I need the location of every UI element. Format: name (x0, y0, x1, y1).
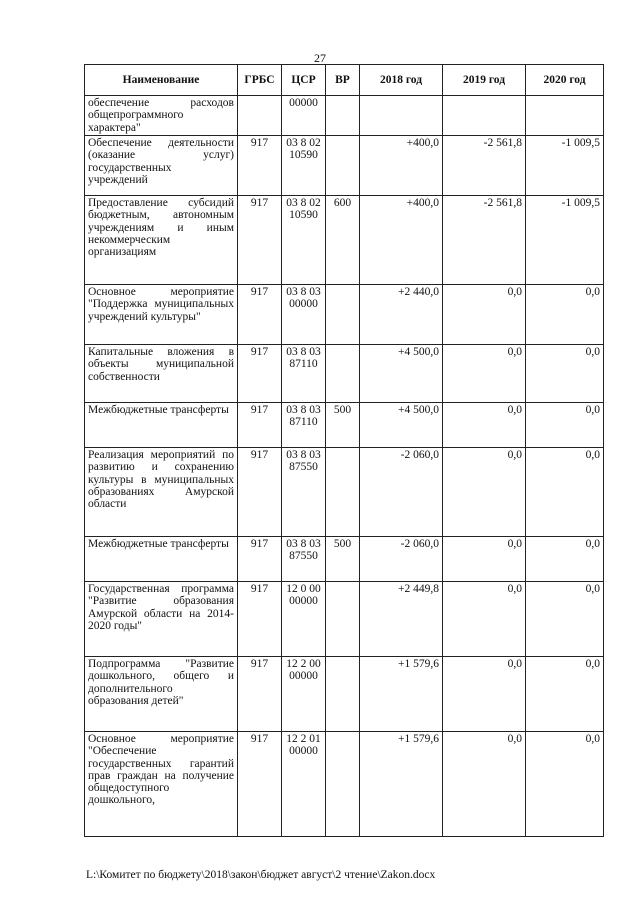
row-2020: 0,0 (526, 657, 604, 732)
row-2018: -2 060,0 (360, 537, 443, 582)
row-2019: 0,0 (443, 403, 526, 448)
row-2020: -1 009,5 (526, 136, 604, 196)
row-name: Капитальные вложения в объекты муниципальной собственности (85, 345, 238, 403)
table-row (85, 136, 604, 196)
row-grbs: 917 (238, 196, 282, 285)
table-row (85, 657, 604, 732)
row-2019: 0,0 (443, 582, 526, 657)
row-csr: 12 2 01 00000 (282, 732, 326, 837)
row-csr: 03 8 02 10590 (282, 196, 326, 285)
row-grbs: 917 (238, 345, 282, 403)
row-2019: 0,0 (443, 345, 526, 403)
row-csr: 12 0 00 00000 (282, 582, 326, 657)
row-vr: 600 (326, 196, 360, 285)
row-2020: 0,0 (526, 403, 604, 448)
row-2020: 0,0 (526, 732, 604, 837)
row-vr (326, 345, 360, 403)
row-vr (326, 448, 360, 537)
row-grbs: 917 (238, 537, 282, 582)
table-header-row (85, 65, 604, 96)
row-2018: +4 500,0 (360, 403, 443, 448)
row-name: обеспечение расходов общепрограммного характера" (85, 96, 238, 136)
header-csr: ЦСР (282, 65, 326, 96)
row-vr: 500 (326, 537, 360, 582)
table-row (85, 345, 604, 403)
table-row (85, 732, 604, 837)
row-2020: 0,0 (526, 537, 604, 582)
row-name: Межбюджетные трансферты (85, 537, 238, 582)
row-vr (326, 285, 360, 345)
row-grbs (238, 96, 282, 136)
row-name: Подпрограмма "Развитие дошкольного, общего и дополнительного образования детей" (85, 657, 238, 732)
row-vr (326, 732, 360, 837)
row-csr: 03 8 03 87110 (282, 403, 326, 448)
row-csr: 12 2 00 00000 (282, 657, 326, 732)
row-2018: +4 500,0 (360, 345, 443, 403)
row-grbs: 917 (238, 582, 282, 657)
budget-table (84, 64, 604, 837)
row-2018 (360, 96, 443, 136)
row-csr: 03 8 02 10590 (282, 136, 326, 196)
header-vr: ВР (326, 65, 360, 96)
header-2019: 2019 год (443, 65, 526, 96)
row-2018: +1 579,6 (360, 732, 443, 837)
header-name: Наименование (85, 65, 238, 96)
row-name: Предоставление субсидий бюджетным, автономным учреждениям и иным некоммерческим организациям (85, 196, 238, 285)
table-row (85, 285, 604, 345)
row-csr: 03 8 03 87550 (282, 537, 326, 582)
row-vr (326, 657, 360, 732)
row-grbs: 917 (238, 403, 282, 448)
row-2018: +2 449,8 (360, 582, 443, 657)
table-row (85, 537, 604, 582)
row-2018: -2 060,0 (360, 448, 443, 537)
row-grbs: 917 (238, 448, 282, 537)
table-row (85, 582, 604, 657)
table-row (85, 196, 604, 285)
row-2020 (526, 96, 604, 136)
row-2018: +400,0 (360, 136, 443, 196)
row-2019: -2 561,8 (443, 196, 526, 285)
row-2019: 0,0 (443, 537, 526, 582)
row-grbs: 917 (238, 136, 282, 196)
row-2020: 0,0 (526, 285, 604, 345)
row-name: Обеспечение деятельности (оказание услуг) государственных учреждений (85, 136, 238, 196)
row-grbs: 917 (238, 285, 282, 345)
table-row (85, 96, 604, 136)
row-2020: -1 009,5 (526, 196, 604, 285)
row-2019 (443, 96, 526, 136)
header-2018: 2018 год (360, 65, 443, 96)
row-2018: +400,0 (360, 196, 443, 285)
row-2020: 0,0 (526, 582, 604, 657)
row-2019: 0,0 (443, 285, 526, 345)
row-2019: 0,0 (443, 657, 526, 732)
header-2020: 2020 год (526, 65, 604, 96)
row-name: Основное мероприятие "Обеспечение государственных гарантий прав граждан на получение общедоступного дошкольного, (85, 732, 238, 837)
row-vr (326, 582, 360, 657)
row-vr: 500 (326, 403, 360, 448)
row-name: Межбюджетные трансферты (85, 403, 238, 448)
row-name: Реализация мероприятий по развитию и сохранению культуры в муниципальных образованиях Амурской области (85, 448, 238, 537)
row-2018: +2 440,0 (360, 285, 443, 345)
row-2020: 0,0 (526, 448, 604, 537)
row-2018: +1 579,6 (360, 657, 443, 732)
header-grbs: ГРБС (238, 65, 282, 96)
row-csr: 03 8 03 00000 (282, 285, 326, 345)
row-vr (326, 136, 360, 196)
row-name: Государственная программа "Развитие образования Амурской области на 2014-2020 годы" (85, 582, 238, 657)
row-grbs: 917 (238, 657, 282, 732)
row-csr: 00000 (282, 96, 326, 136)
table-row (85, 403, 604, 448)
footer-file-path: L:\Комитет по бюджету\2018\закон\бюджет август\2 чтение\Zakon.docx (86, 869, 436, 881)
row-name: Основное мероприятие "Поддержка муниципальных учреждений культуры" (85, 285, 238, 345)
row-2019: 0,0 (443, 732, 526, 837)
page-number: 27 (314, 51, 326, 65)
table-row (85, 448, 604, 537)
row-vr (326, 96, 360, 136)
row-2020: 0,0 (526, 345, 604, 403)
row-2019: 0,0 (443, 448, 526, 537)
row-2019: -2 561,8 (443, 136, 526, 196)
row-csr: 03 8 03 87550 (282, 448, 326, 537)
row-grbs: 917 (238, 732, 282, 837)
row-csr: 03 8 03 87110 (282, 345, 326, 403)
